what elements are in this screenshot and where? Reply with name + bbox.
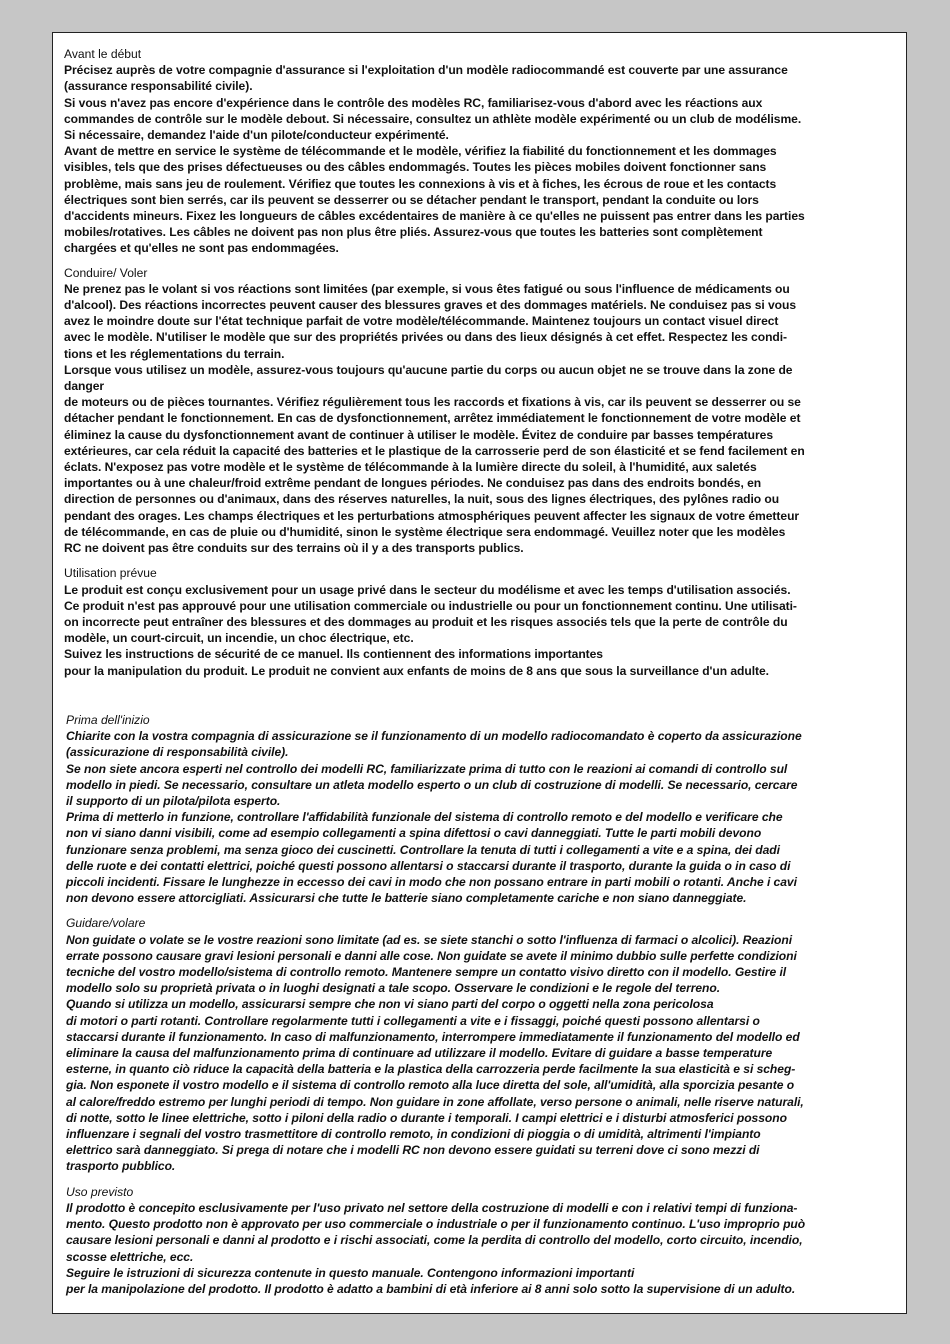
text-line: trasporto pubblico. [66, 1159, 176, 1174]
text-line: éclats. N'exposez pas votre modèle et le système de télécommande à la lumière directe du soleil, à l'humidité, aux saletés [64, 460, 757, 475]
text-line: (assurance responsabilité civile). [64, 79, 253, 94]
text-line: d'alcool). Des réactions incorrectes peuvent causer des blessures graves et des dommages matériels. Ne conduisez pas si vous [64, 298, 797, 313]
text-line: direction de personnes ou d'animaux, dans des réserves naturelles, la nuit, sous des lignes électriques, des pylônes radio ou [64, 492, 780, 507]
text-line: causare lesioni personali e danni al prodotto e i rischi associati, come la perdita di controllo del modello, corto circuito, incendio, [66, 1233, 803, 1248]
section-heading: Utilisation prévue [64, 566, 157, 581]
section-heading: Prima dell'inizio [66, 713, 150, 727]
text-line: per la manipolazione del prodotto. Il prodotto è adatto a bambini di età inferiore ai 8 anni solo sotto la supervisione di un adulto. [66, 1281, 796, 1296]
text-line: il supporto di un pilota/pilota esperto. [66, 794, 281, 809]
text-line: Précisez auprès de votre compagnie d'assurance si l'exploitation d'un modèle radiocommandé est couverte par une assurance [64, 63, 788, 78]
text-line: pour la manipulation du produit. Le produit ne convient aux enfants de moins de 8 ans que sous la surveillance d'un adulte. [64, 663, 769, 678]
section-intended-use-fr [64, 565, 904, 678]
text-line: Si nécessaire, demandez l'aide d'un pilote/conducteur expérimenté. [64, 128, 449, 143]
text-line: avez le moindre doute sur l'état technique parfait de votre modèle/télécommande. Maintenez toujours un contact visuel direct [64, 314, 779, 329]
text-line: pendant des orages. Les champs électriques et les perturbations atmosphériques peuvent affecter les signaux de votre émetteur [64, 508, 800, 523]
section-before-start-fr [64, 46, 904, 257]
text-line: Ce produit n'est pas approuvé pour une utilisation commerciale ou industrielle ou pour un fonctionnement continu. Une utilisati- [64, 598, 797, 613]
text-line: on incorrecte peut entraîner des blessures et des dommages au produit et les risques associés tels que la perte de contrôle du [64, 614, 788, 629]
section-heading: Conduire/ Voler [64, 265, 148, 280]
text-line: Quando si utilizza un modello, assicurarsi sempre che non vi siano parti del corpo o oggetti nella zona pericolosa [66, 997, 714, 1012]
text-line: Chiarite con la vostra compagnia di assicurazione se il funzionamento di un modello radiocomandato è coperto da assicurazione [66, 729, 802, 744]
french-safety-text [64, 46, 904, 688]
text-line: visibles, tels que des prises défectueuses ou des câbles endommagés. Toutes les pièces mobiles doivent fonctionner sans [64, 160, 767, 175]
text-line: électriques sont bien serrés, car ils peuvent se desserrer ou se détacher pendant le transport, pendant la conduite ou lors [64, 192, 759, 207]
section-before-start-it [66, 712, 906, 906]
text-line: staccarsi durante il funzionamento. In caso di malfunzionamento, interrompere immediatamente il funzionamento del modello ed [66, 1029, 800, 1044]
text-line: Se non siete ancora esperti nel controllo dei modelli RC, familiarizzate prima di tutto con le reazioni ai comandi di controllo sul [66, 761, 788, 776]
text-line: commandes de contrôle sur le modèle debout. Si nécessaire, consultez un athlète modèle expérimenté ou un club de modélisme. [64, 111, 802, 126]
text-line: danger [64, 379, 105, 394]
text-line: tecniche del vostro modello/sistema di controllo remoto. Mantenere sempre un contatto visivo diretto con il modello. Gestire il [66, 965, 787, 980]
text-line: d'accidents mineurs. Fixez les longueurs de câbles excédentaires de manière à ce qu'elles ne puissent pas entrer dans les parties [64, 209, 805, 224]
text-line: de télécommande, en cas de pluie ou d'humidité, sinon le système électrique sera endommagé. Veuillez noter que les modèles [64, 524, 786, 539]
text-line: modèle, un court-circuit, un incendie, un choc électrique, etc. [64, 631, 414, 646]
text-line: non devono essere attorcigliati. Assicurarsi che tutte le batterie siano completamente cariche e non siano danneggiate. [66, 891, 747, 906]
text-line: di motori o parti rotanti. Controllare regolarmente tutti i collegamenti a vite e i fissaggi, poiché questi possono allentarsi o [66, 1013, 760, 1028]
section-body [66, 728, 906, 906]
manual-page [52, 32, 907, 1314]
section-body [66, 932, 906, 1175]
section-heading: Avant le début [64, 47, 142, 61]
text-line: extérieures, car cela réduit la capacité des batteries et le plastique de la carrosserie perd de son élasticité et se fend facilement en [64, 443, 805, 458]
section-intended-use-it [66, 1184, 906, 1297]
text-line: RC ne doivent pas être conduits sur des terrains où il y a des transports publics. [64, 541, 524, 556]
section-driving-fr [64, 265, 904, 557]
text-line: Ne prenez pas le volant si vos réactions sont limitées (par exemple, si vous êtes fatigué ou sous l'influence de médicaments ou [64, 281, 790, 296]
section-body [64, 582, 904, 679]
text-line: avec le modèle. N'utiliser le modèle que sur des propriétés privées ou dans des lieux désignés à cet effet. Respectez les condi- [64, 330, 788, 345]
section-heading: Guidare/volare [66, 916, 146, 931]
text-line: importantes ou à une chaleur/froid extrême pendant de longues périodes. Ne conduisez pas dans des endroits bondés, en [64, 476, 762, 491]
text-line: piccoli incidenti. Fissare le lunghezze in eccesso dei cavi in modo che non possano entrare in parti mobili o rotanti. Anche i cavi [66, 875, 797, 890]
text-line: Lorsque vous utilisez un modèle, assurez-vous toujours qu'aucune partie du corps ou aucun objet ne se trouve dans la zone de [64, 362, 793, 377]
text-line: errate possono causare gravi lesioni personali e danni alle cose. Non guidate se avete il minimo dubbio sulle perfette condizioni [66, 948, 797, 963]
text-line: eliminare la causa del malfunzionamento prima di continuare ad utilizzare il modello. Evitare di guidare a basse temperature [66, 1046, 773, 1061]
text-line: Suivez les instructions de sécurité de ce manuel. Ils contiennent des informations importantes [64, 647, 603, 662]
text-line: Seguire le istruzioni di sicurezza contenute in questo manuale. Contengono informazioni importanti [66, 1265, 635, 1280]
text-line: scosse elettriche, ecc. [66, 1249, 194, 1264]
text-line: non vi siano danni visibili, come ad esempio collegamenti a spina difettosi o cavi danneggiati. Tutte le parti mobili devono [66, 826, 762, 841]
text-line: tions et les réglementations du terrain. [64, 346, 285, 361]
text-line: esterne, in quanto ciò riduce la capacità della batteria e la plastica della carrozzeria perde facilmente la sua elasticità e si scheg- [66, 1062, 796, 1077]
text-line: détacher pendant le fonctionnement. En cas de dysfonctionnement, arrêtez immédiatement le fonctionnement de votre modèle et [64, 411, 801, 426]
text-line: modello in piedi. Se necessario, consultare un atleta modello esperto o un club di costruzione di modelli. Se necessario, cercare [66, 777, 798, 792]
text-line: Si vous n'avez pas encore d'expérience dans le contrôle des modèles RC, familiarisez-vous d'abord avec les réactions aux [64, 95, 763, 110]
text-line: elettrico sarà danneggiato. Si prega di notare che i modelli RC non devono essere guidati su terreni dove ci sono mezzi di [66, 1143, 760, 1158]
text-line: Avant de mettre en service le système de télécommande et le modèle, vérifiez la fiabilité du fonctionnement et les dommages [64, 144, 777, 159]
italian-safety-text [66, 712, 906, 1306]
section-body [64, 62, 904, 256]
text-line: Non guidate o volate se le vostre reazioni sono limitate (ad es. se siete stanchi o sotto l'influenza di farmaci o alcolici). Reazioni [66, 932, 793, 947]
text-line: de moteurs ou de pièces tournantes. Vérifiez régulièrement tous les raccords et fixations à vis, car ils peuvent se desserrer ou se [64, 395, 801, 410]
text-line: (assicurazione di responsabilità civile). [66, 745, 289, 760]
text-line: éliminez la cause du dysfonctionnement avant de continuer à utiliser le modèle. Évitez de conduire par basses températures [64, 427, 773, 442]
text-line: Il prodotto è concepito esclusivamente per l'uso privato nel settore della costruzione di modelli e con i relativi tempi di funziona- [66, 1200, 798, 1215]
section-heading: Uso previsto [66, 1184, 134, 1199]
text-line: Prima di metterlo in funzione, controllare l'affidabilità funzionale del sistema di controllo remoto e del modello e verificare che [66, 810, 783, 825]
section-driving-it [66, 915, 906, 1174]
text-line: chargées et qu'elles ne sont pas endommagées. [64, 241, 339, 256]
text-line: mobiles/rotatives. Les câbles ne doivent pas non plus être pliés. Assurez-vous que toutes les batteries sont complètement [64, 225, 763, 240]
text-line: problème, mais sans jeu de roulement. Vérifiez que toutes les connexions à vis et à fiches, les écrous de roue et les contacts [64, 176, 777, 191]
section-body [64, 281, 904, 556]
text-line: gia. Non esponete il vostro modello e il sistema di controllo remoto alla luce diretta del sole, all'umidità, alla sporcizia pesante o [66, 1078, 795, 1093]
text-line: di notte, sotto le linee elettriche, sotto i piloni della radio o durante i temporali. I campi elettrici e i disturbi atmosferici possono [66, 1110, 787, 1125]
text-line: Le produit est conçu exclusivement pour un usage privé dans le secteur du modélisme et avec les temps d'utilisation associés. [64, 582, 791, 597]
text-line: modello solo su proprietà privata o in luoghi designati a tale scopo. Osservare le condizioni e le regole del terreno. [66, 981, 721, 996]
section-body [66, 1200, 906, 1297]
text-line: mento. Questo prodotto non è approvato per uso commerciale o industriale o per il funzionamento continuo. L'uso improprio può [66, 1217, 806, 1232]
text-line: influenzare i segnali del vostro trasmettitore di controllo remoto, in condizioni di pioggia o di umidità, altrimenti l'impianto [66, 1127, 761, 1142]
text-line: delle ruote e dei contatti elettrici, poiché questi possono allentarsi o staccarsi durante il trasporto, durante la guida o in caso di [66, 858, 791, 873]
text-line: funzionare senza problemi, ma senza gioco dei cuscinetti. Controllare la tenuta di tutti i collegamenti a vite e a spina, dei dadi [66, 842, 780, 857]
text-line: al calore/freddo estremo per lunghi periodi di tempo. Non guidare in zone affollate, verso persone o animali, nelle riserve naturali, [66, 1094, 804, 1109]
